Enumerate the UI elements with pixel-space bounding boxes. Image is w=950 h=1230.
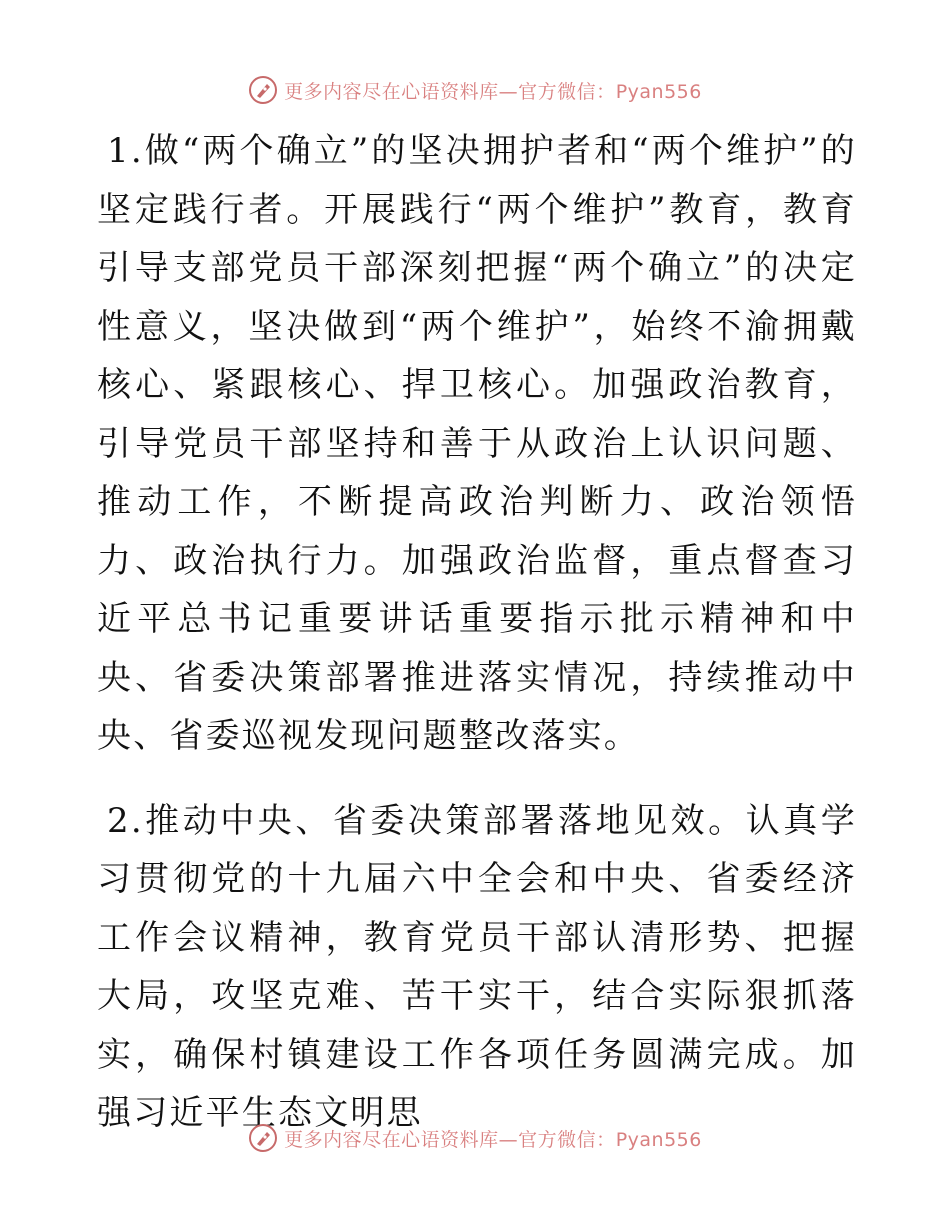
paragraph-number: 2. bbox=[107, 800, 144, 841]
header-watermark bbox=[0, 70, 950, 110]
watermark-contact-label: 官方微信： bbox=[518, 1128, 616, 1151]
paragraph-2 bbox=[97, 792, 857, 1143]
watermark-separator: — bbox=[498, 80, 519, 103]
watermark-separator: — bbox=[498, 1128, 519, 1151]
document-body bbox=[97, 122, 857, 1143]
watermark-brand: 更多内容尽在心语资料库 bbox=[284, 80, 499, 103]
pen-nib-logo-icon bbox=[248, 1123, 278, 1153]
paragraph-text: 做“两个确立”的坚决拥护者和“两个维护”的坚定践行者。开展践行“两个维护”教育，教育引导支部党员干部深刻把握“两个确立”的决定性意义，坚决做到“两个维护”，始终不渝拥戴核心、紧跟核心、捍卫核心。加强政治教育，引导党员干部坚持和善于从政治上认识问题、推动工作，不断提高政治判断力、政治领悟力、政治执行力。加强政治监督，重点督查习近平总书记重要讲话重要指示批示精神和中央、省委决策部署推进落实情况，持续推动中央、省委巡视发现问题整改落实。 bbox=[97, 131, 857, 756]
watermark-contact-id: Pyan556 bbox=[615, 1128, 702, 1151]
paragraph-1 bbox=[97, 122, 857, 766]
watermark-text bbox=[284, 77, 702, 104]
watermark-contact-id: Pyan556 bbox=[615, 80, 702, 103]
watermark-contact-label: 官方微信： bbox=[518, 80, 616, 103]
watermark-text bbox=[284, 1125, 702, 1152]
paragraph-number: 1. bbox=[107, 131, 144, 171]
pen-nib-logo-icon bbox=[248, 75, 278, 105]
paragraph-text: 推动中央、省委决策部署落地见效。认真学习贯彻党的十九届六中全会和中央、省委经济工作会议精神，教育党员干部认清形势、把握大局，攻坚克难、苦干实干，结合实际狠抓落实，确保村镇建设工作各项任务圆满完成。加强习近平生态文明思 bbox=[97, 800, 857, 1133]
watermark-brand: 更多内容尽在心语资料库 bbox=[284, 1128, 499, 1151]
footer-watermark bbox=[0, 1118, 950, 1158]
